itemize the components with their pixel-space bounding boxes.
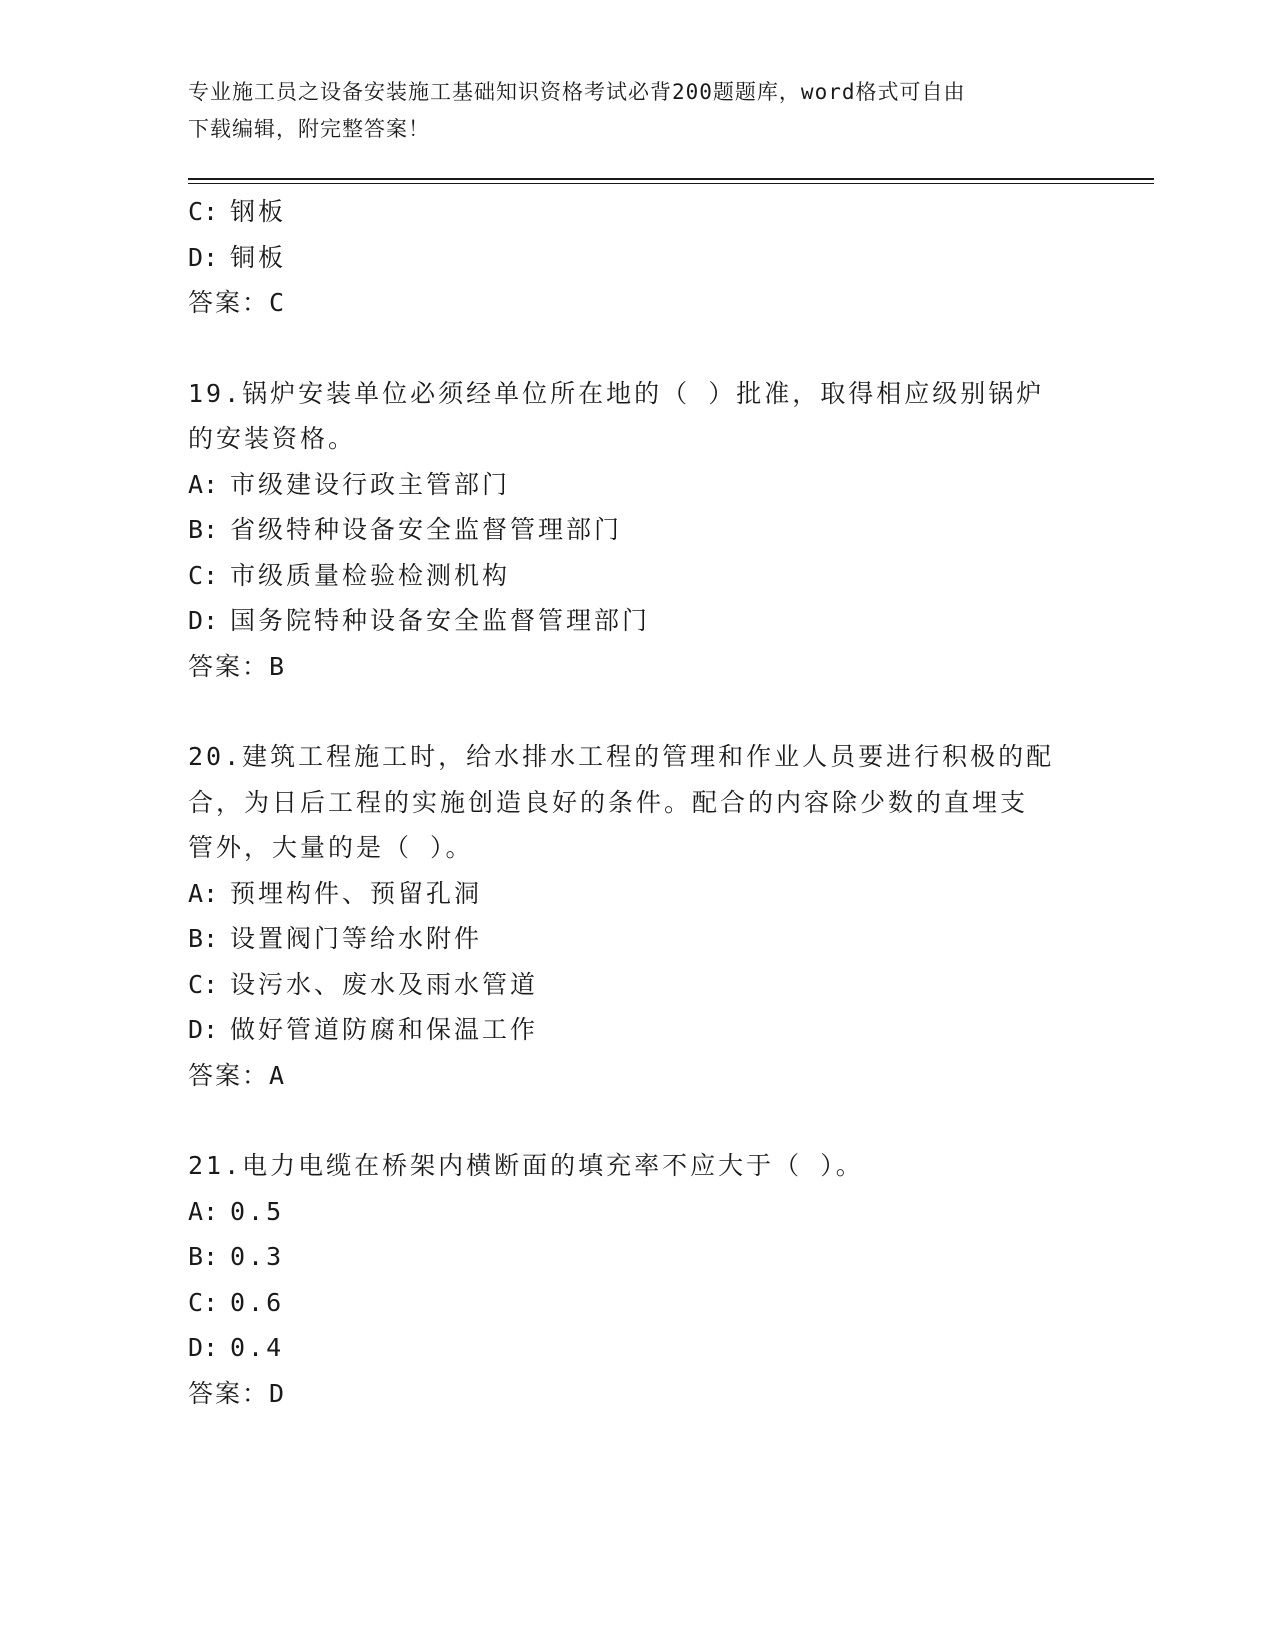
option-text: 钢板 — [230, 197, 287, 226]
option-label: D: — [188, 1333, 219, 1362]
option-text: 预埋构件、预留孔洞 — [230, 878, 483, 908]
option-text: 省级特种设备安全监督管理部门 — [230, 515, 623, 544]
answer-line: 答案：B — [188, 651, 287, 681]
option-label: C: — [188, 197, 219, 226]
option-c — [188, 553, 1088, 599]
option-text: 设置阀门等给水附件 — [230, 924, 483, 953]
option-text: 0.5 — [230, 1196, 285, 1226]
option-label: D: — [188, 1015, 219, 1044]
header-line-2: 下载编辑，附完整答案！ — [188, 117, 430, 141]
option-label: B: — [188, 1242, 219, 1271]
option-b — [188, 1234, 1088, 1280]
option-d — [188, 1007, 1088, 1053]
question-stem-line: 19.锅炉安装单位必须经单位所在地的（ ）批准，取得相应级别锅炉 — [188, 378, 1045, 408]
option-label: A: — [188, 878, 219, 908]
option-text: 铜板 — [230, 242, 287, 272]
option-c — [188, 962, 1088, 1008]
option-text: 市级建设行政主管部门 — [230, 469, 511, 499]
question-stem-line: 的安装资格。 — [188, 424, 357, 453]
option-label: D: — [188, 242, 219, 272]
question-stem-line: 21.电力电缆在桥架内横断面的填充率不应大于（ ）。 — [188, 1151, 864, 1180]
document-header — [188, 74, 1068, 148]
option-text: 0.6 — [230, 1287, 285, 1317]
option-a — [188, 871, 1088, 917]
question-stem-line: 管外，大量的是（ ）。 — [188, 833, 474, 862]
prev-question-tail — [188, 189, 1088, 326]
option-a — [188, 462, 1088, 508]
option-d — [188, 598, 1088, 644]
option-c — [188, 189, 1088, 235]
header-divider-thick — [188, 178, 1154, 180]
option-text: 做好管道防腐和保温工作 — [230, 1015, 539, 1044]
question-stem-line: 20.建筑工程施工时，给水排水工程的管理和作业人员要进行积极的配 — [188, 742, 1055, 771]
header-divider-thin — [188, 183, 1154, 184]
question-20 — [188, 734, 1088, 1098]
option-text: 国务院特种设备安全监督管理部门 — [230, 606, 651, 635]
option-label: A: — [188, 1196, 219, 1226]
option-label: C: — [188, 560, 219, 590]
option-b — [188, 916, 1088, 962]
option-d — [188, 1325, 1088, 1371]
option-d — [188, 235, 1088, 281]
option-text: 设污水、废水及雨水管道 — [230, 969, 539, 999]
answer-line: 答案：A — [188, 1060, 287, 1090]
header-line-1: 专业施工员之设备安装施工基础知识资格考试必背200题题库，word格式可自由 — [188, 80, 966, 104]
question-stem-line: 合，为日后工程的实施创造良好的条件。配合的内容除少数的直埋支 — [188, 787, 1029, 817]
option-label: B: — [188, 515, 219, 544]
option-c — [188, 1280, 1088, 1326]
option-label: D: — [188, 606, 219, 635]
option-text: 0.4 — [230, 1333, 285, 1362]
document-body — [188, 189, 1088, 1416]
option-label: C: — [188, 1287, 219, 1317]
option-b — [188, 507, 1088, 553]
answer-line: 答案：D — [188, 1378, 287, 1408]
answer-line: 答案：C — [188, 288, 287, 317]
option-label: B: — [188, 924, 219, 953]
option-text: 市级质量检验检测机构 — [230, 560, 511, 590]
question-21 — [188, 1143, 1088, 1416]
option-a — [188, 1189, 1088, 1235]
question-19 — [188, 371, 1088, 690]
option-text: 0.3 — [230, 1242, 285, 1271]
option-label: C: — [188, 969, 219, 999]
option-label: A: — [188, 469, 219, 499]
